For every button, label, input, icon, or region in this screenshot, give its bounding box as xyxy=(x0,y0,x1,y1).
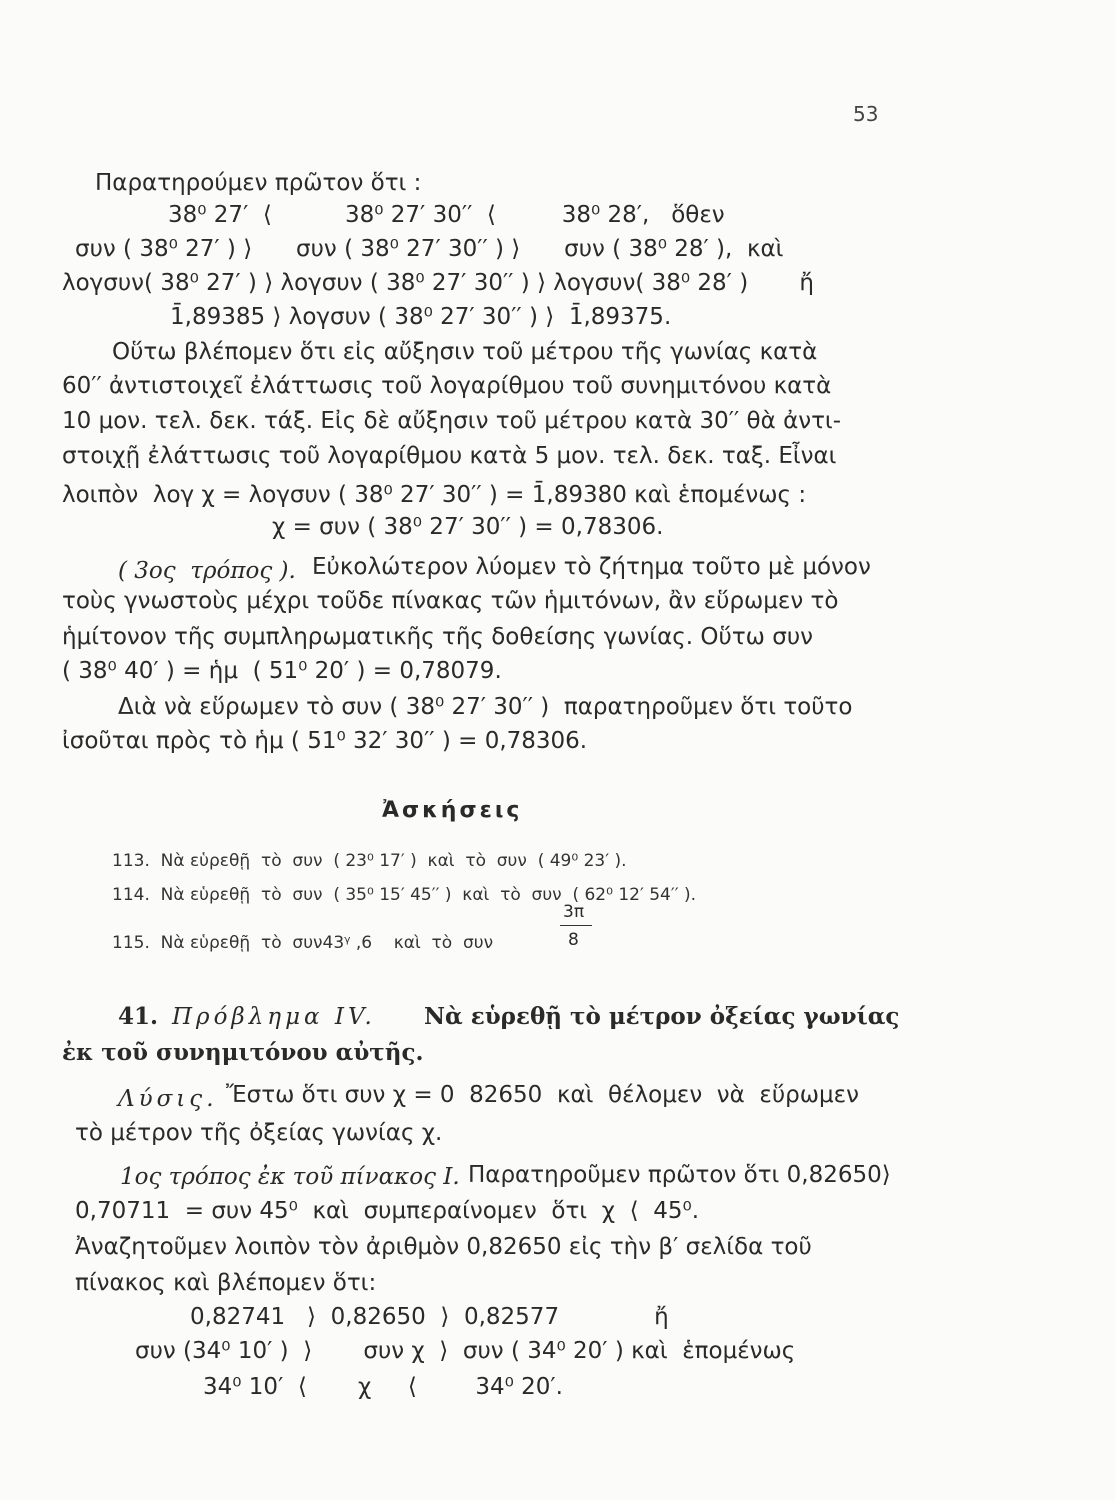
text-line: Οὕτω βλέπομεν ὅτι εἰς αὔξησιν τοῦ μέτρου τῆς γωνίας κατὰ xyxy=(112,339,818,365)
exercise-item: 113. Νὰ εὑρεθῇ τὸ συν ( 23⁰ 17′ ) καὶ τὸ συν ( 49⁰ 23′ ). xyxy=(112,851,627,871)
problem-number: 41. xyxy=(118,1003,159,1030)
exercises-title: Ἀσκήσεις xyxy=(382,798,523,823)
fraction-bar xyxy=(560,925,592,926)
text-line: τὸ μέτρον τῆς ὀξείας γωνίας χ. xyxy=(75,1120,443,1146)
text-line: 1̄,89385 ⟩ λογσυν ( 38⁰ 27′ 30′′ ) ⟩ 1̄,89375. xyxy=(170,304,672,330)
text-line: Παρατηροῦμεν πρῶτον ὅτι 0,82650⟩ xyxy=(468,1162,891,1188)
text-line: Διὰ νὰ εὕρωμεν τὸ συν ( 38⁰ 27′ 30′′ ) παρατηροῦμεν ὅτι τοῦτο xyxy=(118,694,853,720)
solution-label: Λύσις. xyxy=(118,1086,218,1112)
text-line: 60′′ ἀντιστοιχεῖ ἐλάττωσις τοῦ λογαρίθμου τοῦ συνημιτόνου κατὰ xyxy=(62,373,832,399)
text-line: Παρατηρούμεν πρῶτον ὅτι : xyxy=(95,170,422,196)
text-line: 0,70711 = συν 45⁰ καὶ συμπεραίνομεν ὅτι χ ⟨ 45⁰. xyxy=(75,1198,700,1224)
text-line: 34⁰ 10′ ⟨ χ ⟨ 34⁰ 20′. xyxy=(203,1374,563,1400)
text-line: ἡμίτονον τῆς συμπληρωματικῆς τῆς δοθείσης γωνίας. Οὕτω συν xyxy=(62,624,813,650)
text-line: 10 μον. τελ. δεκ. τάξ. Εἰς δὲ αὔξησιν τοῦ μέτρου κατὰ 30′′ θὰ ἀντι- xyxy=(62,408,842,434)
exercise-item: 115. Νὰ εὑρεθῇ τὸ συν43ᵞ ,6 καὶ τὸ συν xyxy=(112,933,494,953)
text-line: ἰσοῦται πρὸς τὸ ἡμ ( 51⁰ 32′ 30′′ ) = 0,78306. xyxy=(62,728,588,754)
method-3-label: ( 3ος τρόπος ). xyxy=(118,558,296,584)
text-line: Ἔστω ὅτι συν χ = 0 82650 καὶ θέλομεν νὰ εὕρωμεν xyxy=(226,1082,859,1108)
problem-title: Νὰ εὑρεθῇ τὸ μέτρον ὀξείας γωνίας xyxy=(424,1003,900,1030)
problem-title: ἐκ τοῦ συνημιτόνου αὐτῆς. xyxy=(62,1039,424,1066)
text-line: τοὺς γνωστοὺς μέχρι τοῦδε πίνακας τῶν ἡμιτόνων, ἂν εὕρωμεν τὸ xyxy=(62,588,839,614)
text-line: 0,82741 ⟩ 0,82650 ⟩ 0,82577 ἤ xyxy=(190,1304,669,1330)
text-line: πίνακος καὶ βλέπομεν ὅτι: xyxy=(75,1270,377,1296)
fraction-numerator: 3π xyxy=(563,902,585,922)
text-line: 38⁰ 27′ ⟨ 38⁰ 27′ 30′′ ⟨ 38⁰ 28′, ὅθεν xyxy=(168,202,725,228)
text-line: ( 38⁰ 40′ ) = ἡμ ( 51⁰ 20′ ) = 0,78079. xyxy=(62,658,502,684)
problem-label: Πρόβλημα IV. xyxy=(172,1004,376,1030)
page-number: 53 xyxy=(853,102,879,126)
text-line: λογσυν( 38⁰ 27′ ) ⟩ λογσυν ( 38⁰ 27′ 30′′ ) ⟩ λογσυν( 38⁰ 28′ ) ἤ xyxy=(62,270,814,296)
exercise-item: 114. Νὰ εὑρεθῇ τὸ συν ( 35⁰ 15′ 45′′ ) καὶ τὸ συν ( 62⁰ 12′ 54′′ ). xyxy=(112,885,697,905)
text-line: συν ( 38⁰ 27′ ) ⟩ συν ( 38⁰ 27′ 30′′ ) ⟩ συν ( 38⁰ 28′ ), καὶ xyxy=(75,236,784,262)
text-line: συν (34⁰ 10′ ) ⟩ συν χ ⟩ συν ( 34⁰ 20′ ) καὶ ἑπομένως xyxy=(135,1338,796,1364)
text-line: Ἀναζητοῦμεν λοιπὸν τὸν ἀριθμὸν 0,82650 εἰς τὴν β′ σελίδα τοῦ xyxy=(75,1234,812,1260)
text-line: Εὐκολώτερον λύομεν τὸ ζήτημα τοῦτο μὲ μόνον xyxy=(312,554,871,580)
text-line: λοιπὸν λογ χ = λογσυν ( 38⁰ 27′ 30′′ ) = 1̄,89380 καὶ ἑπομένως : xyxy=(62,482,807,508)
text-line: στοιχῇ ἐλάττωσις τοῦ λογαρίθμου κατὰ 5 μον. τελ. δεκ. ταξ. Εἶναι xyxy=(62,443,837,469)
text-line: χ = συν ( 38⁰ 27′ 30′′ ) = 0,78306. xyxy=(272,514,664,540)
fraction-denominator: 8 xyxy=(568,930,579,950)
method-1-label: 1ος τρόπος ἐκ τοῦ πίνακος I. xyxy=(120,1164,460,1190)
